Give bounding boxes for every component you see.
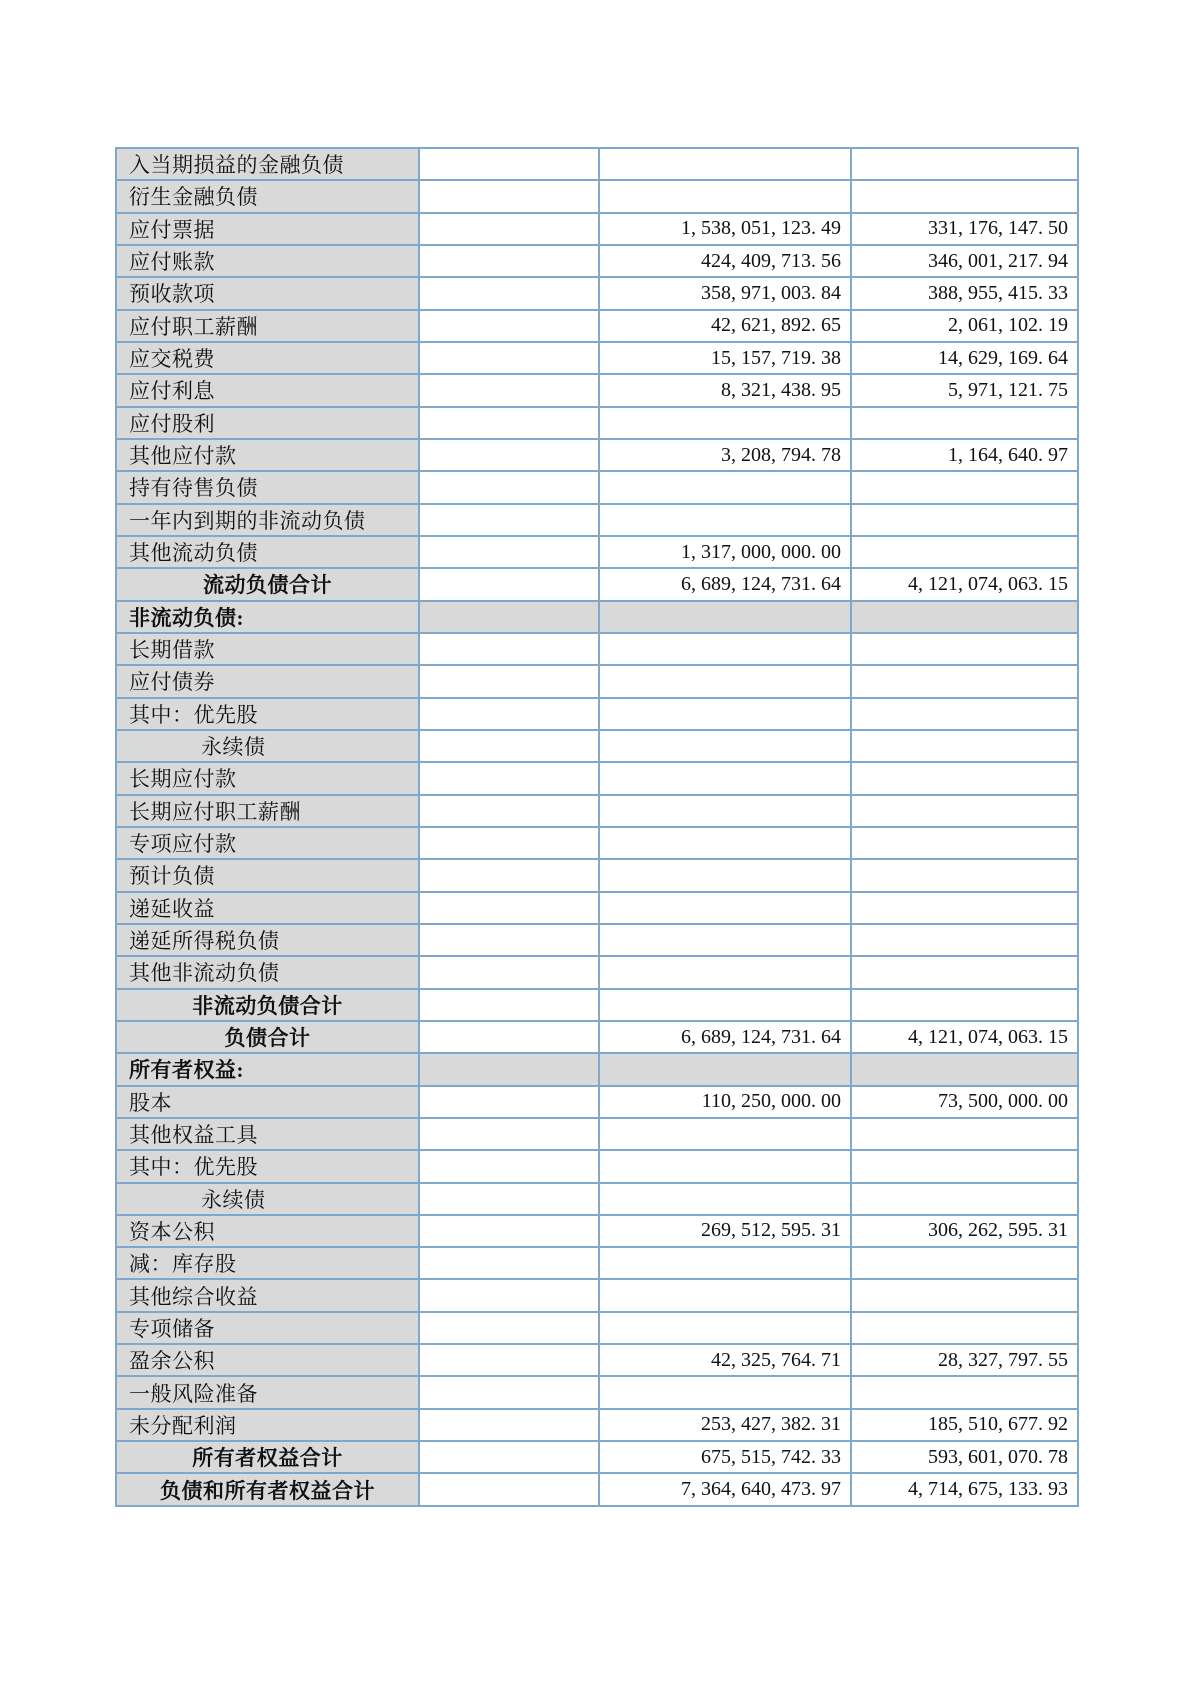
current-cell: 110, 250, 000. 00 <box>600 1087 852 1119</box>
prior-cell <box>852 731 1079 763</box>
label-cell: 一般风险准备 <box>117 1377 420 1409</box>
current-cell <box>600 1151 852 1183</box>
table-row <box>117 763 1079 795</box>
prior-cell: 388, 955, 415. 33 <box>852 278 1079 310</box>
current-cell <box>600 1184 852 1216</box>
current-cell <box>600 957 852 989</box>
prior-cell <box>852 1313 1079 1345</box>
note-cell <box>420 1410 600 1442</box>
label-cell: 其他应付款 <box>117 440 420 472</box>
current-cell <box>600 796 852 828</box>
label-cell: 所有者权益合计 <box>117 1442 420 1474</box>
table-row <box>117 1184 1079 1216</box>
label-cell: 非流动负债合计 <box>117 990 420 1022</box>
prior-cell <box>852 537 1079 569</box>
current-cell <box>600 990 852 1022</box>
current-cell <box>600 763 852 795</box>
current-cell <box>600 602 852 634</box>
note-cell <box>420 1119 600 1151</box>
label-cell: 非流动负债: <box>117 602 420 634</box>
table-row <box>117 925 1079 957</box>
current-cell: 358, 971, 003. 84 <box>600 278 852 310</box>
current-cell: 253, 427, 382. 31 <box>600 1410 852 1442</box>
prior-cell <box>852 1184 1079 1216</box>
prior-cell <box>852 925 1079 957</box>
prior-cell: 331, 176, 147. 50 <box>852 214 1079 246</box>
prior-cell <box>852 602 1079 634</box>
prior-cell <box>852 893 1079 925</box>
current-cell <box>600 666 852 698</box>
prior-cell: 185, 510, 677. 92 <box>852 1410 1079 1442</box>
label-cell: 衍生金融负债 <box>117 181 420 213</box>
current-cell: 6, 689, 124, 731. 64 <box>600 1022 852 1054</box>
current-cell <box>600 634 852 666</box>
prior-cell <box>852 1377 1079 1409</box>
table-row <box>117 893 1079 925</box>
note-cell <box>420 214 600 246</box>
prior-cell <box>852 990 1079 1022</box>
note-cell <box>420 957 600 989</box>
table-row <box>117 796 1079 828</box>
table-row <box>117 1345 1079 1377</box>
prior-cell <box>852 1151 1079 1183</box>
note-cell <box>420 408 600 440</box>
label-cell: 应交税费 <box>117 343 420 375</box>
label-cell: 负债合计 <box>117 1022 420 1054</box>
current-cell <box>600 925 852 957</box>
table-row <box>117 1216 1079 1248</box>
prior-cell: 5, 971, 121. 75 <box>852 375 1079 407</box>
current-cell: 15, 157, 719. 38 <box>600 343 852 375</box>
table-row <box>117 666 1079 698</box>
prior-cell <box>852 1119 1079 1151</box>
label-cell: 其他权益工具 <box>117 1119 420 1151</box>
table-row <box>117 1410 1079 1442</box>
table-row <box>117 1313 1079 1345</box>
current-cell: 7, 364, 640, 473. 97 <box>600 1474 852 1506</box>
prior-cell <box>852 1280 1079 1312</box>
note-cell <box>420 149 600 181</box>
current-cell <box>600 1280 852 1312</box>
prior-cell <box>852 796 1079 828</box>
prior-cell: 4, 714, 675, 133. 93 <box>852 1474 1079 1506</box>
table-row <box>117 1119 1079 1151</box>
note-cell <box>420 278 600 310</box>
table-row <box>117 278 1079 310</box>
label-cell: 入当期损益的金融负债 <box>117 149 420 181</box>
note-cell <box>420 1022 600 1054</box>
note-cell <box>420 1151 600 1183</box>
current-cell <box>600 699 852 731</box>
label-cell: 一年内到期的非流动负债 <box>117 505 420 537</box>
note-cell <box>420 763 600 795</box>
table-row <box>117 602 1079 634</box>
prior-cell: 73, 500, 000. 00 <box>852 1087 1079 1119</box>
note-cell <box>420 1474 600 1506</box>
prior-cell: 14, 629, 169. 64 <box>852 343 1079 375</box>
current-cell <box>600 149 852 181</box>
prior-cell <box>852 763 1079 795</box>
prior-cell <box>852 828 1079 860</box>
prior-cell: 593, 601, 070. 78 <box>852 1442 1079 1474</box>
table-row <box>117 569 1079 601</box>
label-cell: 负债和所有者权益合计 <box>117 1474 420 1506</box>
prior-cell <box>852 1054 1079 1086</box>
table-row <box>117 505 1079 537</box>
label-cell: 所有者权益: <box>117 1054 420 1086</box>
label-cell: 应付利息 <box>117 375 420 407</box>
note-cell <box>420 1087 600 1119</box>
table-row <box>117 731 1079 763</box>
current-cell: 1, 317, 000, 000. 00 <box>600 537 852 569</box>
label-cell: 预计负债 <box>117 860 420 892</box>
table-row <box>117 634 1079 666</box>
table-row <box>117 990 1079 1022</box>
label-cell: 其中：优先股 <box>117 1151 420 1183</box>
prior-cell: 4, 121, 074, 063. 15 <box>852 569 1079 601</box>
label-cell: 长期借款 <box>117 634 420 666</box>
table-row <box>117 149 1079 181</box>
label-cell: 长期应付款 <box>117 763 420 795</box>
label-cell: 持有待售负债 <box>117 472 420 504</box>
note-cell <box>420 602 600 634</box>
label-cell: 专项应付款 <box>117 828 420 860</box>
label-cell: 应付职工薪酬 <box>117 311 420 343</box>
prior-cell <box>852 699 1079 731</box>
current-cell <box>600 828 852 860</box>
table-row <box>117 440 1079 472</box>
table-row <box>117 957 1079 989</box>
label-cell: 递延所得税负债 <box>117 925 420 957</box>
note-cell <box>420 1280 600 1312</box>
current-cell: 3, 208, 794. 78 <box>600 440 852 472</box>
note-cell <box>420 828 600 860</box>
current-cell <box>600 1119 852 1151</box>
table-row <box>117 343 1079 375</box>
table-row <box>117 1151 1079 1183</box>
balance-sheet-table <box>115 147 1079 1507</box>
note-cell <box>420 505 600 537</box>
table-row <box>117 1474 1079 1506</box>
prior-cell <box>852 149 1079 181</box>
label-cell: 未分配利润 <box>117 1410 420 1442</box>
current-cell: 269, 512, 595. 31 <box>600 1216 852 1248</box>
note-cell <box>420 990 600 1022</box>
note-cell <box>420 1184 600 1216</box>
table-row <box>117 1248 1079 1280</box>
label-cell: 递延收益 <box>117 893 420 925</box>
current-cell: 675, 515, 742. 33 <box>600 1442 852 1474</box>
note-cell <box>420 246 600 278</box>
note-cell <box>420 311 600 343</box>
prior-cell <box>852 634 1079 666</box>
note-cell <box>420 1216 600 1248</box>
note-cell <box>420 472 600 504</box>
current-cell: 42, 621, 892. 65 <box>600 311 852 343</box>
label-cell: 永续债 <box>117 1184 420 1216</box>
note-cell <box>420 569 600 601</box>
table-row <box>117 1054 1079 1086</box>
current-cell <box>600 1248 852 1280</box>
note-cell <box>420 634 600 666</box>
note-cell <box>420 1442 600 1474</box>
label-cell: 流动负债合计 <box>117 569 420 601</box>
current-cell <box>600 1377 852 1409</box>
table-row <box>117 1280 1079 1312</box>
table-row <box>117 1377 1079 1409</box>
table-row <box>117 1022 1079 1054</box>
label-cell: 减：库存股 <box>117 1248 420 1280</box>
prior-cell: 1, 164, 640. 97 <box>852 440 1079 472</box>
table-row <box>117 1087 1079 1119</box>
prior-cell <box>852 181 1079 213</box>
prior-cell <box>852 666 1079 698</box>
note-cell <box>420 1345 600 1377</box>
label-cell: 股本 <box>117 1087 420 1119</box>
label-cell: 其他综合收益 <box>117 1280 420 1312</box>
prior-cell <box>852 1248 1079 1280</box>
note-cell <box>420 440 600 472</box>
table-row <box>117 537 1079 569</box>
table-row <box>117 860 1079 892</box>
note-cell <box>420 1054 600 1086</box>
table-row <box>117 311 1079 343</box>
prior-cell: 346, 001, 217. 94 <box>852 246 1079 278</box>
label-cell: 长期应付职工薪酬 <box>117 796 420 828</box>
current-cell <box>600 505 852 537</box>
prior-cell <box>852 408 1079 440</box>
note-cell <box>420 666 600 698</box>
label-cell: 应付股利 <box>117 408 420 440</box>
label-cell: 应付票据 <box>117 214 420 246</box>
prior-cell <box>852 957 1079 989</box>
current-cell <box>600 1054 852 1086</box>
label-cell: 盈余公积 <box>117 1345 420 1377</box>
note-cell <box>420 1313 600 1345</box>
label-cell: 其中：优先股 <box>117 699 420 731</box>
table-row <box>117 214 1079 246</box>
note-cell <box>420 699 600 731</box>
current-cell: 8, 321, 438. 95 <box>600 375 852 407</box>
label-cell: 其他流动负债 <box>117 537 420 569</box>
note-cell <box>420 796 600 828</box>
note-cell <box>420 537 600 569</box>
note-cell <box>420 731 600 763</box>
current-cell: 42, 325, 764. 71 <box>600 1345 852 1377</box>
table-row <box>117 375 1079 407</box>
table-row <box>117 828 1079 860</box>
note-cell <box>420 1248 600 1280</box>
current-cell <box>600 472 852 504</box>
prior-cell: 4, 121, 074, 063. 15 <box>852 1022 1079 1054</box>
prior-cell: 28, 327, 797. 55 <box>852 1345 1079 1377</box>
table-row <box>117 472 1079 504</box>
prior-cell: 2, 061, 102. 19 <box>852 311 1079 343</box>
current-cell: 424, 409, 713. 56 <box>600 246 852 278</box>
note-cell <box>420 343 600 375</box>
prior-cell: 306, 262, 595. 31 <box>852 1216 1079 1248</box>
note-cell <box>420 925 600 957</box>
label-cell: 应付债券 <box>117 666 420 698</box>
note-cell <box>420 893 600 925</box>
prior-cell <box>852 505 1079 537</box>
current-cell <box>600 860 852 892</box>
note-cell <box>420 860 600 892</box>
label-cell: 资本公积 <box>117 1216 420 1248</box>
current-cell <box>600 731 852 763</box>
label-cell: 预收款项 <box>117 278 420 310</box>
label-cell: 永续债 <box>117 731 420 763</box>
current-cell <box>600 181 852 213</box>
table-row <box>117 699 1079 731</box>
label-cell: 应付账款 <box>117 246 420 278</box>
current-cell <box>600 1313 852 1345</box>
note-cell <box>420 1377 600 1409</box>
current-cell <box>600 893 852 925</box>
table-row <box>117 181 1079 213</box>
current-cell: 1, 538, 051, 123. 49 <box>600 214 852 246</box>
prior-cell <box>852 860 1079 892</box>
current-cell: 6, 689, 124, 731. 64 <box>600 569 852 601</box>
label-cell: 专项储备 <box>117 1313 420 1345</box>
label-cell: 其他非流动负债 <box>117 957 420 989</box>
table-row <box>117 246 1079 278</box>
note-cell <box>420 181 600 213</box>
table-row <box>117 408 1079 440</box>
current-cell <box>600 408 852 440</box>
table-row <box>117 1442 1079 1474</box>
note-cell <box>420 375 600 407</box>
prior-cell <box>852 472 1079 504</box>
